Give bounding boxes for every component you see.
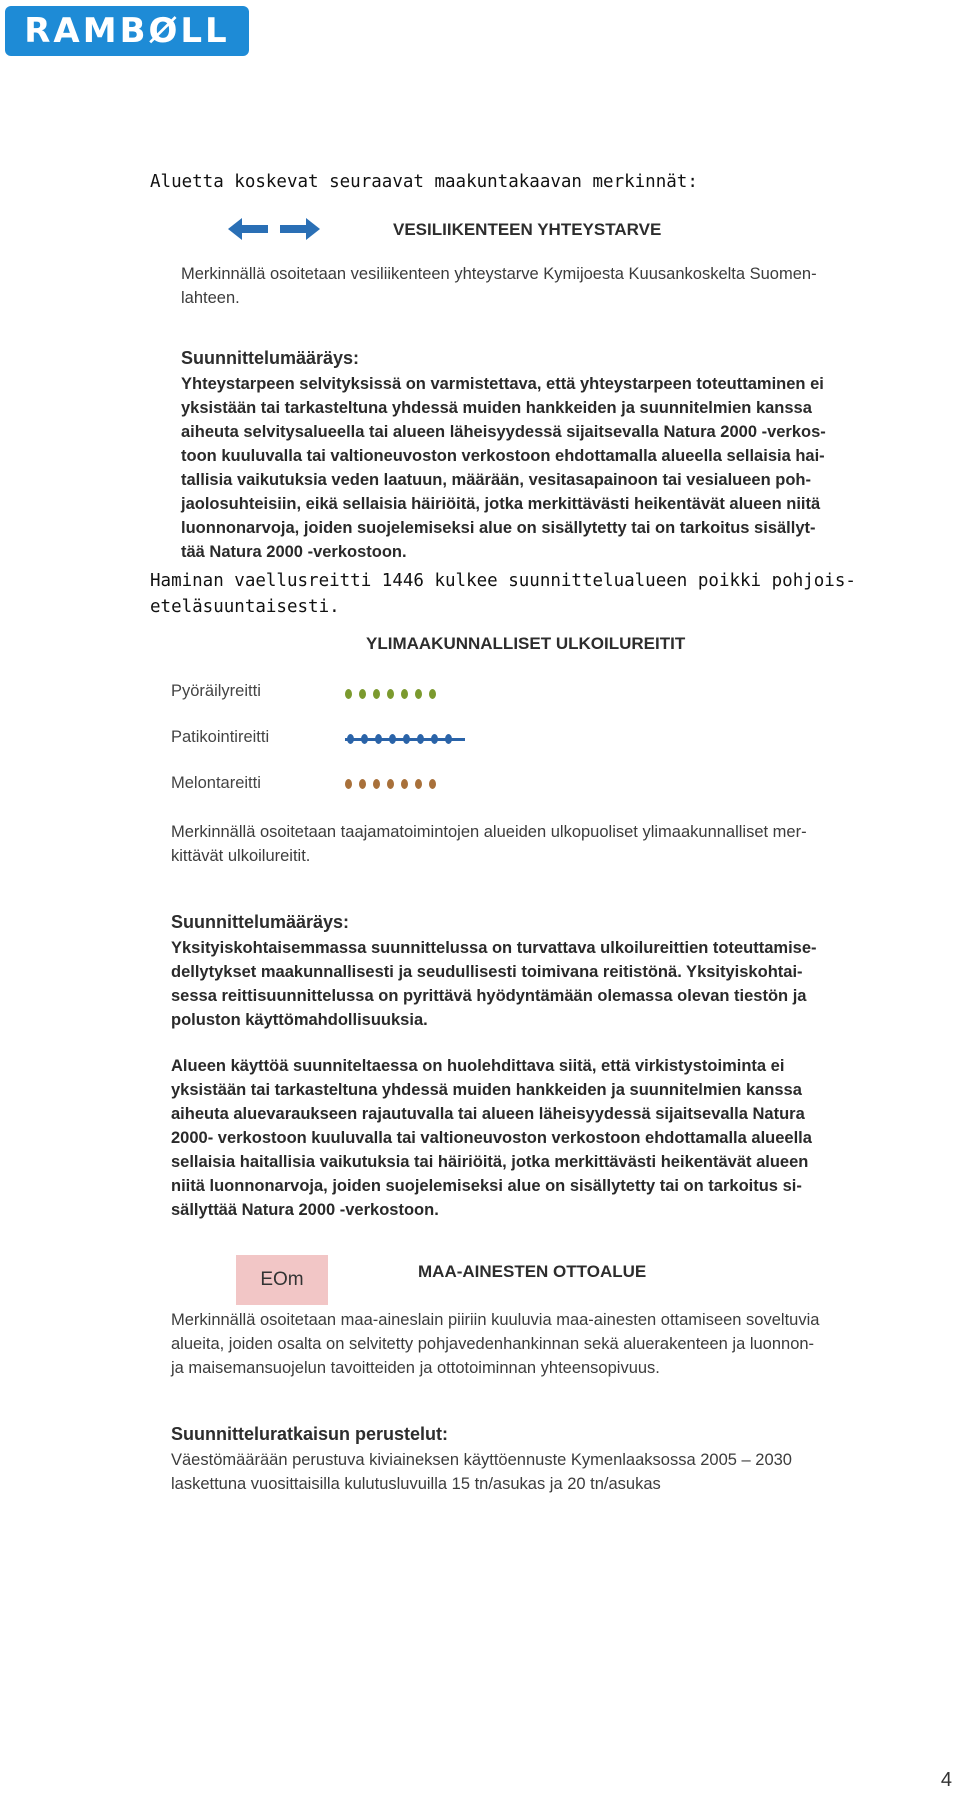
basis-line: laskettuna vuosittaisilla kulutusluvuilla 15 tn/asukas ja 20 tn/asukas [171, 1475, 661, 1493]
order-line: Alueen käyttöä suunniteltaessa on huolehdittava siitä, että virkistystoiminta ei [171, 1057, 785, 1075]
desc-line: kittävät ulkoilureitit. [171, 847, 311, 865]
order-line: 2000- verkostoon kuuluvalla tai valtioneuvoston verkostoon ehdottamalla alueella [171, 1129, 812, 1147]
order-line: toon kuuluvalla tai valtioneuvoston verkostoon ehdottamalla alueella sellaisia hai- [181, 447, 825, 465]
cycling-route-symbol [345, 689, 436, 699]
route-dot [359, 689, 366, 699]
vesiliikenne-order-text [181, 372, 826, 564]
order-line: Yhteystarpeen selvityksissä on varmistettava, että yhteystarpeen toteuttaminen ei [181, 375, 824, 393]
order-line: poluston käyttömahdollisuuksia. [171, 1011, 428, 1029]
order-line: sessa reittisuunnittelussa on pyrittävä hyödyntämään olemassa olevan tiestön ja [171, 987, 807, 1005]
order-line: yksistään tai tarkasteltuna yhdessä muiden hankkeiden ja suunnitelmien kanssa [171, 1081, 802, 1099]
order-line: aiheuta selvitysalueella tai alueen läheisyydessä sijaitsevalla Natura 2000 -verkos- [181, 423, 826, 441]
order-line: niitä luonnonarvoja, joiden suojelemiseksi alue on sisällytetty tai on tarkoitus si- [171, 1177, 802, 1195]
route-dot [373, 779, 380, 789]
desc-line: Merkinnällä osoitetaan maa-aineslain piiriin kuuluvia maa-ainesten ottamiseen soveltuvia [171, 1311, 820, 1329]
vaellusreitti-text [150, 568, 910, 620]
order-line: yksistään tai tarkasteltuna yhdessä muiden hankkeiden ja suunnitelmien kanssa [181, 399, 812, 417]
basis-text [171, 1448, 792, 1496]
route-dot [429, 689, 436, 699]
arrow-left-icon [228, 218, 270, 240]
ulkoilu-order-heading: Suunnittelumääräys: [171, 912, 350, 932]
route-dot [431, 734, 438, 744]
order-line: tallisia vaikutuksia veden laatuun, määrään, vesitasapainoon tai vesialueen poh- [181, 471, 811, 489]
route-dot [375, 734, 382, 744]
vesiliikenne-heading: VESILIIKENTEEN YHTEYSTARVE [393, 220, 662, 239]
maa-aines-heading: MAA-AINESTEN OTTOALUE [418, 1262, 647, 1281]
order-line: dellytykset maakunnallisesti ja seudullisesti toimivana reitistönä. Yksityiskohtai- [171, 963, 803, 981]
route-dot [345, 779, 352, 789]
para-line: eteläsuuntaisesti. [150, 597, 340, 617]
route-dot [389, 734, 396, 744]
maa-aines-desc [171, 1308, 819, 1380]
route-dot [401, 689, 408, 699]
route-dot [403, 734, 410, 744]
canoeing-route-symbol [345, 779, 436, 789]
desc-line: alueita, joiden osalta on selvitetty pohjavedenhankinnan sekä aluerakenteen ja luonnon- [171, 1335, 815, 1353]
basis-heading: Suunnitteluratkaisun perustelut: [171, 1424, 449, 1444]
order-line: sällyttää Natura 2000 -verkostoon. [171, 1201, 439, 1219]
order-line: aiheuta aluevaraukseen rajautuvalla tai alueen läheisyydessä sijaitsevalla Natura [171, 1105, 805, 1123]
vesiliikenne-desc [181, 262, 817, 310]
order-line: sellaisia haitallisia vaikutuksia tai häiriöitä, jotka merkittävästi heikentävät alueen [171, 1153, 809, 1171]
arrow-right-icon [278, 218, 320, 240]
route-dot [345, 689, 352, 699]
route-dot [387, 689, 394, 699]
order-line: jaolosuhteisiin, eikä sellaisia häiriöitä, jotka merkittävästi heikentävät alueen niitä [181, 495, 821, 513]
basis-line: Väestömäärään perustuva kiviaineksen käyttöennuste Kymenlaaksossa 2005 – 2030 [171, 1451, 792, 1469]
desc-line: lahteen. [181, 289, 240, 307]
para-line: Haminan vaellusreitti 1446 kulkee suunnittelualueen poikki pohjois- [150, 571, 856, 591]
ulkoilu-heading: YLIMAAKUNNALLISET ULKOILUREITIT [366, 634, 686, 653]
desc-line: ja maisemansuojelun tavoitteiden ja ottotoiminnan yhteensopivuus. [171, 1359, 660, 1377]
route-label-cycling: Pyöräilyreitti [171, 682, 261, 700]
route-dot [429, 779, 436, 789]
ramboll-logo: RAMBØLL [5, 6, 249, 56]
ulkoilu-desc [171, 820, 807, 868]
order-line: tää Natura 2000 -verkostoon. [181, 543, 407, 561]
eom-symbol: EOm [236, 1255, 328, 1305]
page-number: 4 [940, 1769, 952, 1791]
ulkoilu-order-text-1 [171, 936, 817, 1032]
route-dot [361, 734, 368, 744]
order-line: luonnonarvoja, joiden suojelemiseksi alue on sisällytetty tai on tarkoitus sisällyt- [181, 519, 816, 537]
hiking-route-symbol [347, 734, 452, 744]
route-dot [401, 779, 408, 789]
route-dot [417, 734, 424, 744]
route-label-canoeing: Melontareitti [171, 774, 261, 792]
route-dot [415, 779, 422, 789]
vesiliikenne-order-heading: Suunnittelumääräys: [181, 348, 360, 368]
desc-line: Merkinnällä osoitetaan taajamatoimintojen alueiden ulkopuoliset ylimaakunnalliset mer- [171, 823, 807, 841]
route-label-hiking: Patikointireitti [171, 728, 270, 746]
desc-line: Merkinnällä osoitetaan vesiliikenteen yhteystarve Kymijoesta Kuusankoskelta Suomen- [181, 265, 817, 283]
route-dot [445, 734, 452, 744]
route-dot [359, 779, 366, 789]
order-line: Yksityiskohtaisemmassa suunnittelussa on turvattava ulkoilureittien toteuttamise- [171, 939, 817, 957]
route-dot [373, 689, 380, 699]
intro-text: Aluetta koskevat seuraavat maakuntakaavan merkinnät: [150, 172, 698, 192]
route-dot [347, 734, 354, 744]
ulkoilu-order-text-2 [171, 1054, 812, 1222]
route-dot [415, 689, 422, 699]
route-dot [387, 779, 394, 789]
